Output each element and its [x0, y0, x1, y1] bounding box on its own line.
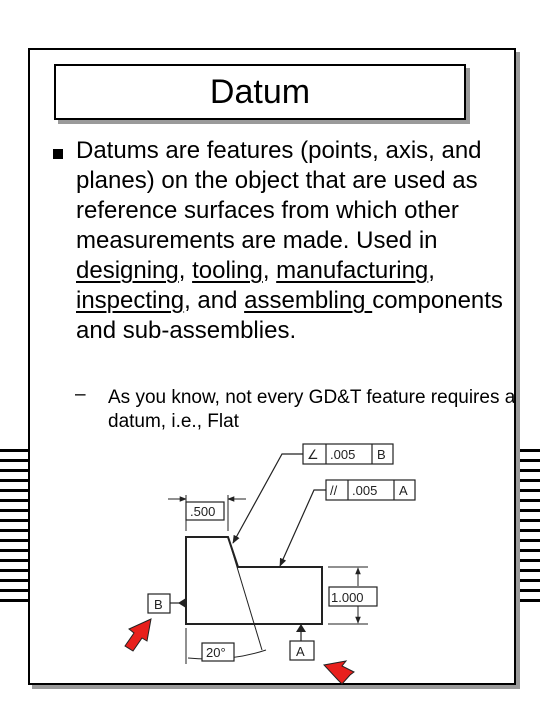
width-dimension: .500 — [190, 504, 216, 519]
angularity-icon: ∠ — [307, 447, 319, 462]
datum-b-label: B — [154, 597, 163, 612]
bullet-text-part1: Datums are features (points, axis, and planes) on the object that are used as reference surfaces from which other measurements are made. Used in — [76, 137, 482, 254]
sub-bullet-dash: – — [75, 384, 86, 405]
separator: , — [178, 257, 193, 284]
angularity-datum: B — [377, 447, 386, 462]
separator: , — [428, 257, 435, 284]
separator: , and — [184, 287, 245, 314]
parallelism-datum: A — [399, 483, 408, 498]
underlined-inspecting: inspecting — [76, 287, 185, 314]
parallelism-tolerance: .005 — [352, 483, 378, 498]
angularity-tolerance: .005 — [330, 447, 356, 462]
parallelism-control-frame — [326, 480, 415, 500]
underlined-tooling: tooling — [192, 257, 263, 284]
parallelism-icon: // — [330, 483, 338, 498]
red-arrow-icon — [324, 661, 354, 684]
height-dimension: 1.000 — [331, 590, 364, 605]
sub-bullet-text: As you know, not every GD&T feature requires a datum, i.e., Flat — [108, 387, 516, 432]
bullet-text-part2: components and sub-assemblies. — [76, 287, 503, 344]
red-arrow-icon — [125, 619, 151, 651]
underlined-assembling: assembling — [244, 287, 373, 314]
underlined-designing: designing — [76, 257, 179, 284]
angularity-control-frame — [303, 444, 393, 464]
datum-a-label: A — [296, 644, 305, 659]
slide-title: Datum — [54, 64, 466, 120]
angle-dimension: 20° — [206, 645, 226, 660]
part-outline — [186, 537, 322, 624]
separator: , — [262, 257, 277, 284]
underlined-manufacturing: manufacturing — [276, 257, 429, 284]
